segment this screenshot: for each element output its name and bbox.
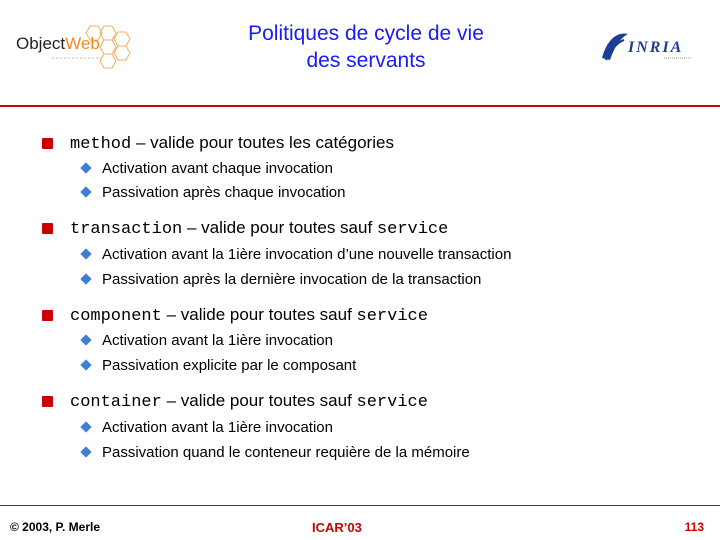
objectweb-logo xyxy=(12,22,142,70)
list-item xyxy=(80,356,700,376)
item-text: Passivation après chaque invocation xyxy=(102,184,346,201)
section-method xyxy=(42,132,702,154)
section-heading xyxy=(70,390,428,414)
blue-diamond-bullet-icon xyxy=(80,186,91,197)
code-keyword-suffix: service xyxy=(376,220,449,239)
section-desc: – valide pour toutes sauf xyxy=(186,218,373,237)
red-square-bullet-icon xyxy=(42,138,53,149)
blue-diamond-bullet-icon xyxy=(80,359,91,370)
item-text: Activation avant chaque invocation xyxy=(102,160,333,177)
section-heading xyxy=(70,132,394,156)
objectweb-logo-text-web: Web xyxy=(65,34,100,53)
section-container xyxy=(42,390,702,412)
section-heading xyxy=(70,304,428,328)
blue-diamond-bullet-icon xyxy=(80,273,91,284)
item-text: Passivation après la dernière invocation de la transaction xyxy=(102,271,482,288)
red-square-bullet-icon xyxy=(42,396,53,407)
footer-conference: ICAR’03 xyxy=(312,520,362,535)
section-desc: – valide pour toutes les catégories xyxy=(135,133,394,152)
code-keyword: transaction xyxy=(70,220,183,239)
item-text: Activation avant la 1ière invocation xyxy=(102,419,333,436)
title-line-2: des servants xyxy=(306,49,426,72)
blue-diamond-bullet-icon xyxy=(80,446,91,457)
blue-diamond-bullet-icon xyxy=(80,248,91,259)
code-keyword-suffix: service xyxy=(356,307,428,326)
title-line-1: Politiques de cycle de vie xyxy=(248,22,484,45)
svg-text:ObjectWeb xyxy=(16,34,100,53)
objectweb-logo-text-object: Object xyxy=(16,34,66,53)
svg-text:INRIA: INRIA xyxy=(628,39,684,56)
blue-diamond-bullet-icon xyxy=(80,162,91,173)
slide-title xyxy=(160,20,572,74)
inria-logo xyxy=(598,28,696,68)
footer-divider xyxy=(0,505,720,506)
item-text: Activation avant la 1ière invocation d’une nouvelle transaction xyxy=(102,246,512,263)
red-square-bullet-icon xyxy=(42,310,53,321)
red-square-bullet-icon xyxy=(42,223,53,234)
code-keyword: method xyxy=(70,135,132,154)
item-text: Activation avant la 1ière invocation xyxy=(102,332,333,349)
item-text: Passivation explicite par le composant xyxy=(102,357,357,374)
code-keyword: container xyxy=(70,393,162,412)
blue-diamond-bullet-icon xyxy=(80,334,91,345)
section-desc: – valide pour toutes sauf xyxy=(166,305,352,324)
code-keyword-suffix: service xyxy=(356,393,428,412)
code-keyword: component xyxy=(70,307,162,326)
header-divider xyxy=(0,105,720,107)
item-text: Passivation quand le conteneur requière de la mémoire xyxy=(102,444,470,461)
list-item xyxy=(80,331,700,351)
list-item xyxy=(80,443,700,463)
list-item xyxy=(80,245,700,265)
list-item xyxy=(80,159,700,179)
footer-copyright: © 2003, P. Merle xyxy=(10,520,101,534)
section-heading xyxy=(70,217,448,241)
section-transaction xyxy=(42,217,702,239)
page-number: 113 xyxy=(684,520,704,534)
section-component xyxy=(42,304,702,326)
list-item xyxy=(80,418,700,438)
list-item xyxy=(80,270,700,290)
list-item xyxy=(80,183,700,203)
section-desc: – valide pour toutes sauf xyxy=(166,391,352,410)
blue-diamond-bullet-icon xyxy=(80,421,91,432)
